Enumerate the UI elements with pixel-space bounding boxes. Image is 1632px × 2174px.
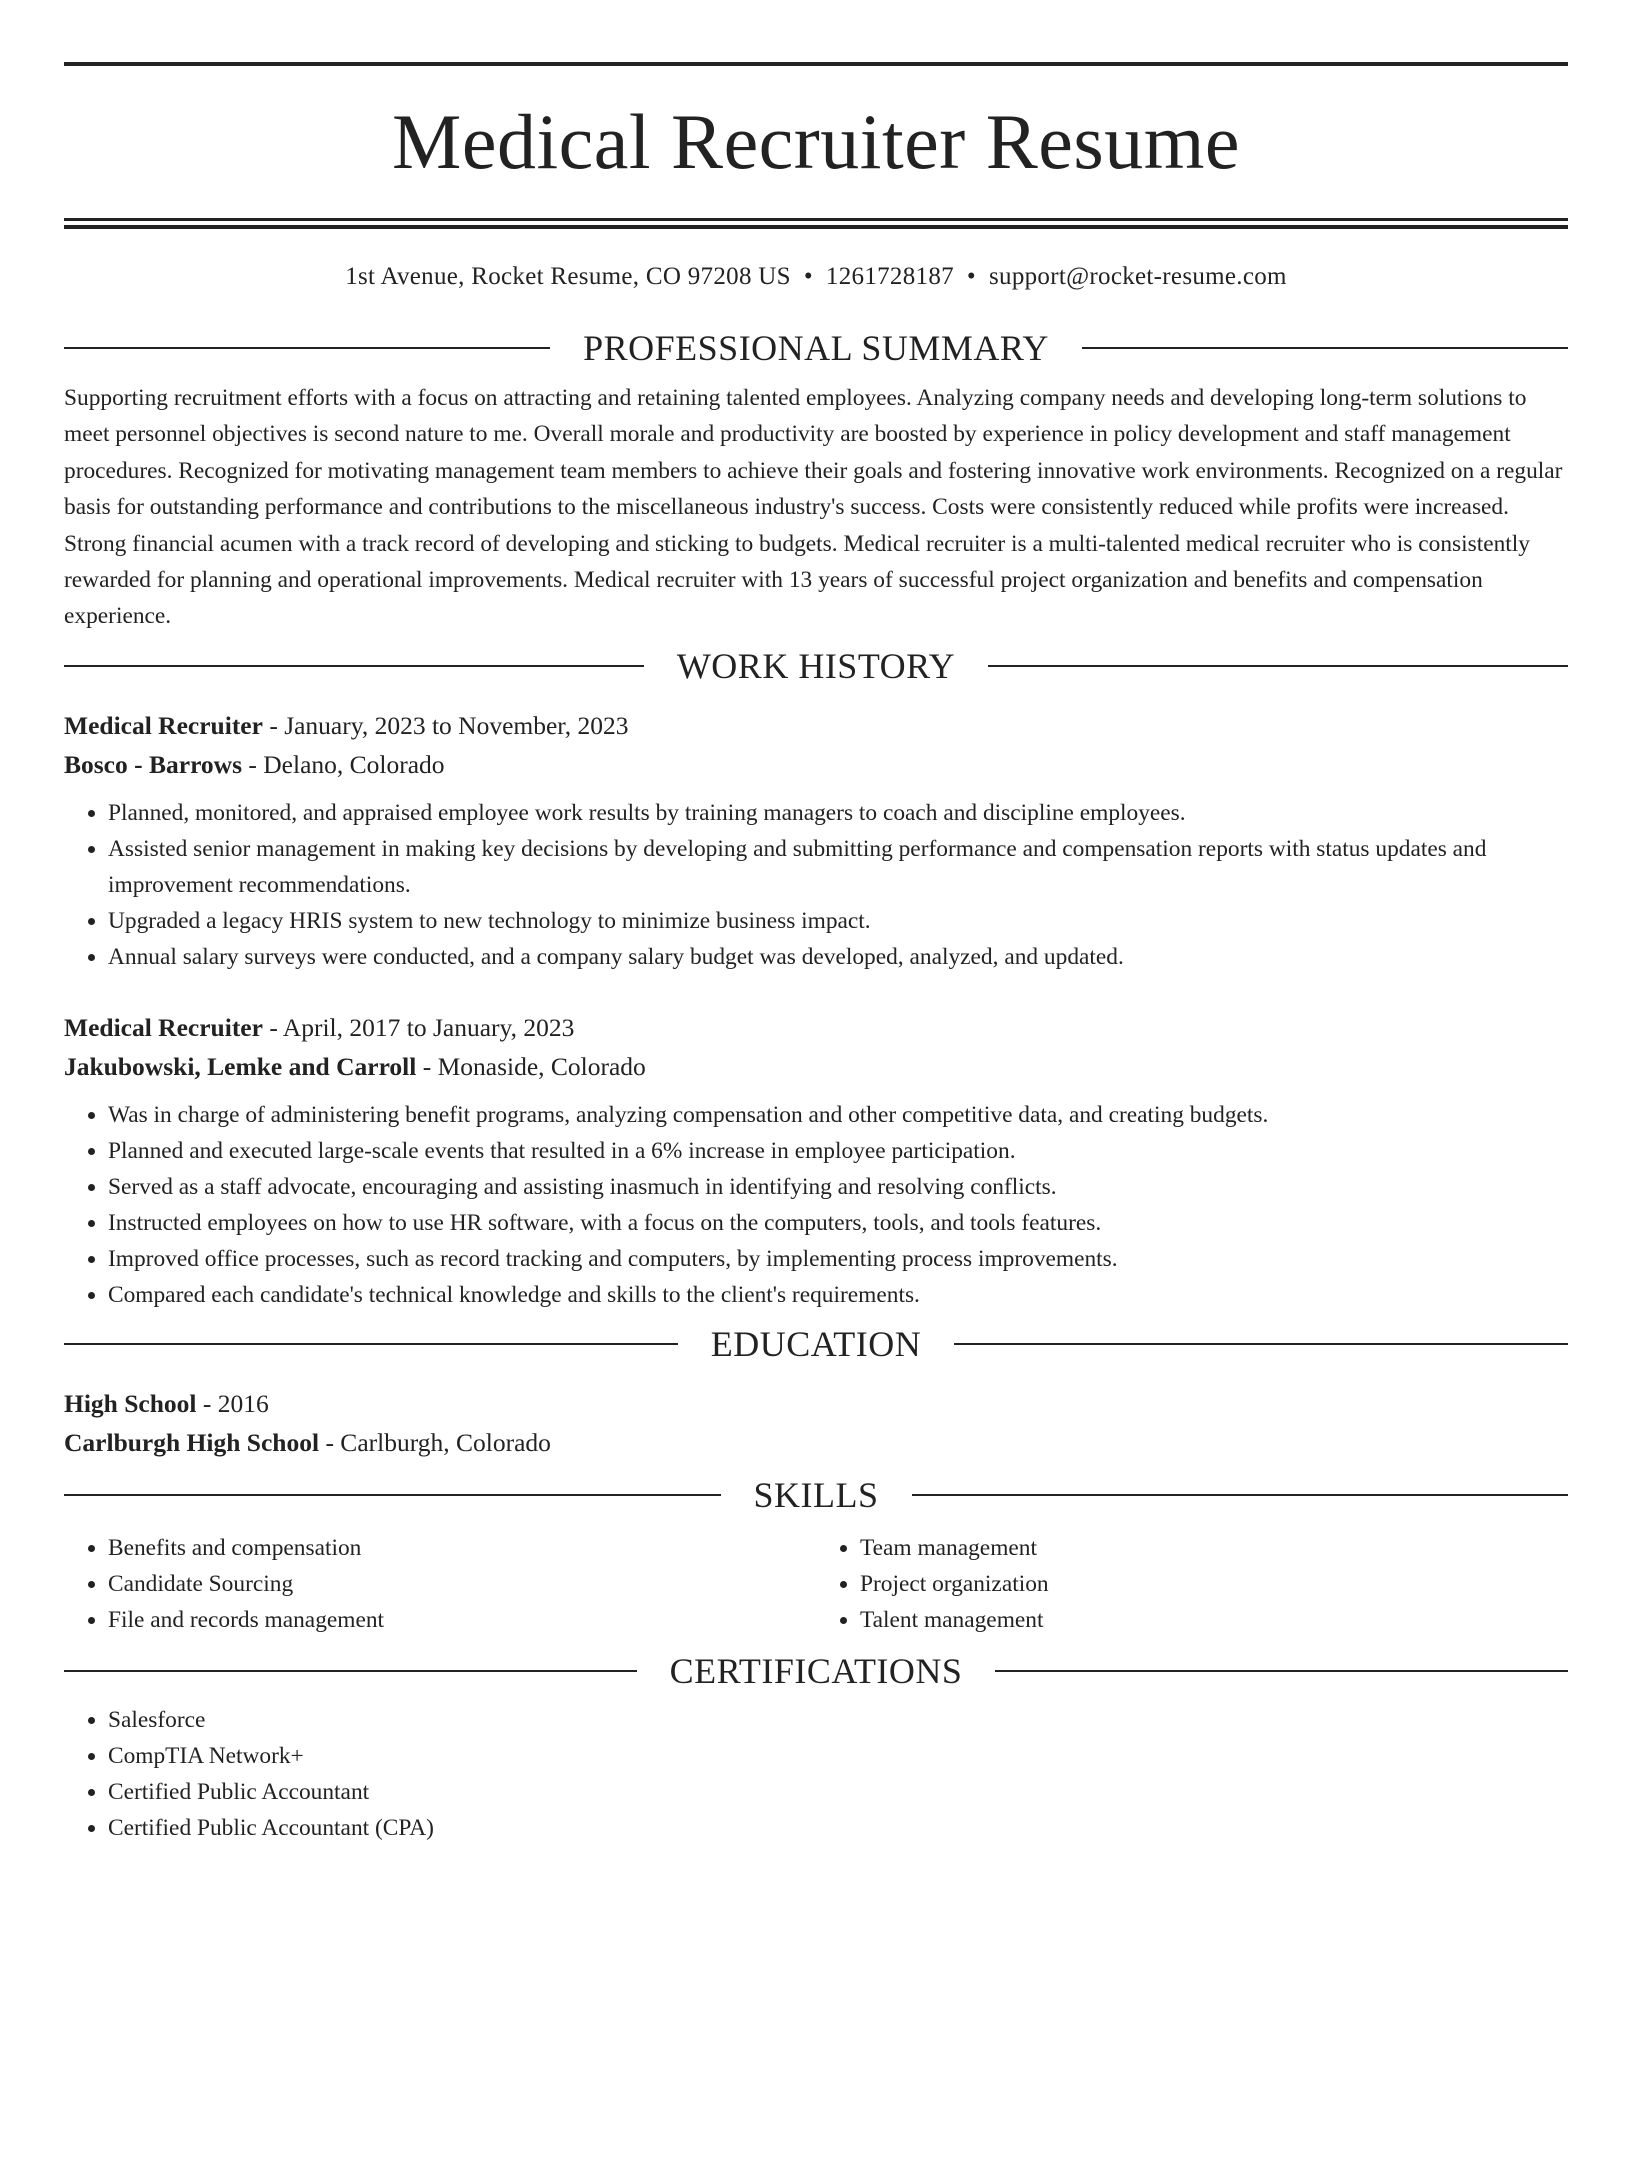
- heading-rule-left: [64, 1343, 678, 1345]
- job-dates: - April, 2017 to January, 2023: [262, 1012, 575, 1042]
- education-degree: High School: [64, 1388, 197, 1418]
- education-entry: [64, 1384, 1568, 1462]
- heading-rule-left: [64, 1670, 637, 1672]
- job-bullet: • Was in charge of administering benefit programs, analyzing compensation and other competitive data, and creating budgets.: [108, 1097, 1568, 1133]
- education-year: - 2016: [196, 1388, 269, 1418]
- section-heading-work: [64, 646, 1568, 686]
- certification-item: • Certified Public Accountant (CPA): [108, 1810, 1568, 1846]
- summary-heading: PROFESSIONAL SUMMARY: [583, 328, 1049, 368]
- job-bullet: • Compared each candidate's technical knowledge and skills to the client's requirements.: [108, 1277, 1568, 1313]
- section-heading-summary: [64, 328, 1568, 368]
- job-bullet: • Assisted senior management in making key decisions by developing and submitting performance and compensation reports with status updates and improvement recommendations.: [108, 831, 1568, 903]
- title-double-rule: [64, 218, 1568, 229]
- skill-item: • Candidate Sourcing: [108, 1566, 816, 1602]
- heading-rule-right: [988, 665, 1568, 667]
- certification-item: • Salesforce: [108, 1702, 1568, 1738]
- education-school-line: [64, 1423, 1568, 1462]
- skill-item: • Team management: [860, 1530, 1568, 1566]
- job-bullet: • Upgraded a legacy HRIS system to new technology to minimize business impact.: [108, 903, 1568, 939]
- job-bullets: [64, 795, 1568, 975]
- education-heading: EDUCATION: [710, 1323, 922, 1364]
- job-company: Bosco - Barrows: [64, 749, 243, 779]
- education-degree-line: [64, 1384, 1568, 1423]
- contact-line: [64, 261, 1568, 293]
- job-bullet: • Improved office processes, such as record tracking and computers, by implementing process improvements.: [108, 1241, 1568, 1277]
- certification-item: • Certified Public Accountant: [108, 1774, 1568, 1810]
- job-dates: - January, 2023 to November, 2023: [262, 710, 629, 740]
- skill-item: • Benefits and compensation: [108, 1530, 816, 1566]
- job-bullets: [64, 1097, 1568, 1313]
- heading-rule-left: [64, 1494, 721, 1496]
- work-heading: WORK HISTORY: [676, 645, 956, 686]
- job-location: - Delano, Colorado: [242, 749, 445, 779]
- education-location: - Carlburgh, Colorado: [319, 1427, 551, 1457]
- certification-item: • CompTIA Network+: [108, 1738, 1568, 1774]
- job-company-line: [64, 745, 1568, 784]
- job-entry: [64, 1008, 1568, 1313]
- skills-column-left: [64, 1530, 816, 1638]
- job-company-line: [64, 1047, 1568, 1086]
- job-title: Medical Recruiter: [64, 1012, 263, 1042]
- heading-rule-right: [954, 1343, 1568, 1345]
- job-bullet: • Instructed employees on how to use HR software, with a focus on the computers, tools, and tools features.: [108, 1205, 1568, 1241]
- summary-text: Supporting recruitment efforts with a focus on attracting and retaining talented employees. Analyzing company needs and developing long-term solutions to meet personnel objectives is second nature to me. Overall morale and productivity are boosted by experience in policy development and staff management procedures. Recognized for motivating management team members to achieve their goals and fostering innovative work environments. Recognized on a regular basis for outstanding performance and contributions to the miscellaneous industry's success. Costs were consistently reduced while profits were increased. Strong financial acumen with a track record of developing and sticking to budgets. Medical recruiter is a multi-talented medical recruiter who is consistently rewarded for planning and operational improvements. Medical recruiter with 13 years of successful project organization and benefits and compensation experience.: [64, 385, 1563, 630]
- heading-rule-left: [64, 665, 644, 667]
- section-heading-skills: [64, 1475, 1568, 1515]
- skills-grid: [64, 1530, 1568, 1638]
- heading-rule-left: [64, 347, 550, 349]
- certifications-list: [64, 1702, 1568, 1846]
- job-company: Jakubowski, Lemke and Carroll: [64, 1051, 417, 1081]
- job-bullet: • Planned, monitored, and appraised employee work results by training managers to coach and discipline employees.: [108, 795, 1568, 831]
- skill-item: • Project organization: [860, 1566, 1568, 1602]
- education-school: Carlburgh High School: [64, 1427, 320, 1457]
- job-location: - Monaside, Colorado: [416, 1051, 646, 1081]
- job-title: Medical Recruiter: [64, 710, 263, 740]
- job-title-line: [64, 1008, 1568, 1047]
- section-heading-education: [64, 1324, 1568, 1364]
- contact-address: 1st Avenue, Rocket Resume, CO 97208 US: [345, 263, 791, 290]
- skill-item: • Talent management: [860, 1602, 1568, 1638]
- top-rule: [64, 62, 1568, 66]
- section-heading-certifications: [64, 1651, 1568, 1691]
- skills-heading: SKILLS: [753, 1474, 879, 1515]
- job-bullet: • Planned and executed large-scale events that resulted in a 6% increase in employee participation.: [108, 1133, 1568, 1169]
- certifications-heading: CERTIFICATIONS: [669, 1650, 963, 1691]
- heading-rule-right: [995, 1670, 1568, 1672]
- heading-rule-right: [1082, 347, 1568, 349]
- resume-title: Medical Recruiter Resume: [391, 98, 1241, 185]
- skill-item: • File and records management: [108, 1602, 816, 1638]
- job-entry: [64, 706, 1568, 975]
- heading-rule-right: [912, 1494, 1569, 1496]
- job-bullet: • Served as a staff advocate, encouraging and assisting inasmuch in identifying and resolving conflicts.: [108, 1169, 1568, 1205]
- contact-separator: •: [803, 263, 813, 290]
- job-title-line: [64, 706, 1568, 745]
- job-bullet: • Annual salary surveys were conducted, and a company salary budget was developed, analyzed, and updated.: [108, 939, 1568, 975]
- contact-separator: •: [966, 263, 976, 290]
- contact-phone: 1261728187: [825, 263, 954, 290]
- contact-email: support@rocket-resume.com: [988, 263, 1287, 290]
- resume-page: [0, 62, 1632, 2174]
- skills-column-right: [816, 1530, 1568, 1638]
